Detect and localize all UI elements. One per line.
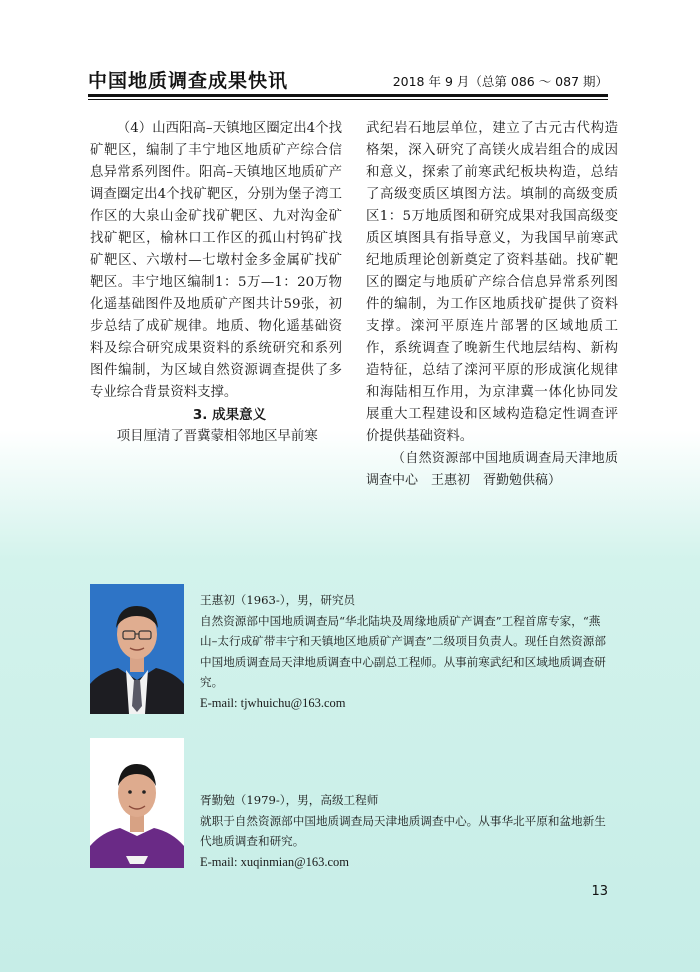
header-rule-thick: [88, 94, 608, 97]
section-heading: 3. 成果意义: [192, 407, 267, 423]
portrait-illustration: [90, 584, 184, 714]
bio-email: E-mail: xuqinmian@163.com: [200, 854, 349, 869]
source-note: （自然资源部中国地质调查局天津地质调查中心 王惠初 胥勤勉供稿）: [366, 451, 618, 488]
portrait-illustration: [90, 738, 184, 868]
bio-description: 自然资源部中国地质调查局“华北陆块及周缘地质矿产调查”工程首席专家，“燕山–太行成矿带丰宁和天镇地区地质矿产调查”二级项目负责人。现任自然资源部中国地质调查局天津地质调查中心副总工程师。从事前寒武纪和区域地质调查研究。: [200, 613, 606, 689]
left-column: [90, 118, 342, 448]
left-paragraph-2: 项目厘清了晋冀蒙相邻地区早前寒: [116, 429, 318, 444]
bio-xu: [200, 790, 612, 872]
issue-info: 2018 年 9 月（总第 086 ～ 087 期）: [392, 74, 608, 89]
bio-name-line: 王惠初（1963-），男，研究员: [200, 593, 356, 607]
right-column: [366, 118, 618, 492]
journal-title: 中国地质调查成果快讯: [88, 70, 289, 92]
bio-name-line: 胥勤勉（1979-），男，高级工程师: [200, 793, 379, 807]
left-paragraph-1: （4）山西阳高–天镇地区圈定出4个找矿靶区，编制了丰宁地区地质矿产综合信息异常系列图件。阳高–天镇地区地质矿产调查圈定出4个找矿靶区，分别为堡子湾工作区的大泉山金矿找矿靶区、九对沟金矿找矿靶区，榆林口工作区的孤山村钨矿找矿靶区、六墩村—七墩村金多金属矿找矿靶区。丰宁地区编制1：5万—1：20万物化遥基础图件及地质矿产图共计59张，初步总结了成矿规律。地质、物化遥基础资料及综合研究成果资料的系统研究和系列图件编制，为区域自然资源调查提供了多专业综合背景资料支撑。: [90, 121, 342, 400]
header-rule-thin: [88, 99, 608, 100]
author-photo-wang: [90, 584, 184, 714]
author-photo-xu: [90, 738, 184, 868]
right-paragraph-1: 武纪岩石地层单位，建立了古元古代构造格架，深入研究了高镁火成岩组合的成因和意义，探索了前寒武纪板块构造，总结了高级变质区填图方法。填制的高级变质区1：5万地质图和研究成果对我国高级变质区填图具有指导意义，为我国早前寒武纪地质理论创新奠定了资料基础。找矿靶区的圈定与地质矿产综合信息异常系列图件的编制，为工作区地质找矿提供了资料支撑。滦河平原连片部署的区域地质工作，系统调查了晚新生代地层结构、新构造特征，总结了滦河平原的形成演化规律和海陆相互作用，为京津冀一体化协同发展重大工程建设和区域构造稳定性调查评价提供基础资料。: [366, 121, 618, 444]
page-number: 13: [591, 884, 608, 899]
bio-description: 就职于自然资源部中国地质调查局天津地质调查中心。从事华北平原和盆地新生代地质调查和研究。: [200, 813, 606, 848]
bio-email: E-mail: tjwhuichu@163.com: [200, 695, 346, 710]
bio-wang: [200, 590, 612, 713]
